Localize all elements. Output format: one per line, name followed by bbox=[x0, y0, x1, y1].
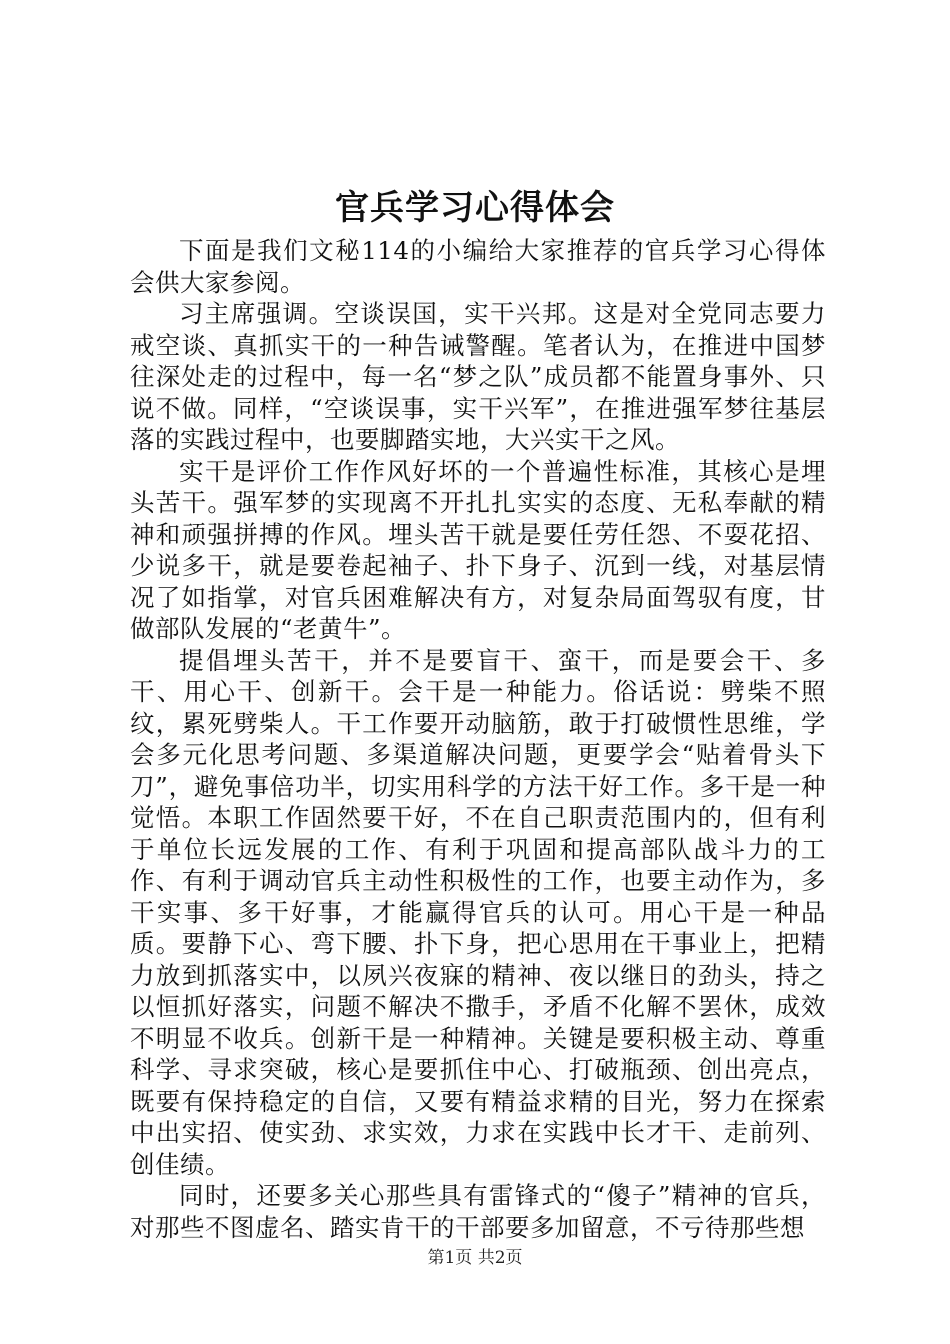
paragraph-hard-work: 实干是评价工作作风好坏的一个普遍性标准，其核心是埋头苦干。强军梦的实现离不开扎扎实实的态度、无私奉献的精神和顽强拼搏的作风。埋头苦干就是要任劳任怨、不耍花招、少说多干，就是要卷起袖子、扑下身子、沉到一线，对基层情况了如指掌，对官兵困难解决有方，对复杂局面驾驭有度，甘做部队发展的“老黄牛”。 bbox=[130, 456, 826, 643]
paragraph-smart-work: 提倡埋头苦干，并不是要盲干、蛮干，而是要会干、多干、用心干、创新干。会干是一种能力。俗话说：劈柴不照纹，累死劈柴人。干工作要开动脑筋，敢于打破惯性思维，学会多元化思考问题、多渠道解决问题，更要学会“贴着骨头下刀”，避免事倍功半，切实用科学的方法干好工作。多干是一种觉悟。本职工作固然要干好，不在自己职责范围内的，但有利于单位长远发展的工作、有利于巩固和提高部队战斗力的工作、有利于调动官兵主动性积极性的工作，也要主动作为，多干实事、多干好事，才能赢得官兵的认可。用心干是一种品质。要静下心、弯下腰、扑下身，把心思用在干事业上，把精力放到抓落实中，以夙兴夜寐的精神、夜以继日的劲头，持之以恒抓好落实，问题不解决不撒手，矛盾不化解不罢休，成效不明显不收兵。创新干是一种精神。关键是要积极主动、尊重科学、寻求突破，核心是要抓住中心、打破瓶颈、创出亮点，既要有保持稳定的自信，又要有精益求精的目光，努力在探索中出实招、使实劲、求实效，力求在实践中长才干、走前列、创佳绩。 bbox=[130, 645, 826, 1179]
page-number-footer: 第1页 共2页 bbox=[427, 1248, 523, 1268]
paragraph-empty-talk: 习主席强调。空谈误国，实干兴邦。这是对全党同志要力戒空谈、真抓实干的一种告诫警醒。笔者认为，在推进中国梦往深处走的过程中，每一名“梦之队”成员都不能置身事外、只说不做。同样，“空谈误事，实干兴军”，在推进强军梦往基层落的实践过程中，也要脚踏实地，大兴实干之风。 bbox=[130, 299, 826, 454]
document-body bbox=[130, 235, 826, 1243]
paragraph-care-for-soldiers: 同时，还要多关心那些具有雷锋式的“傻子”精神的官兵，对那些不图虚名、踏实肯干的干部要多加留意，不亏待那些想 bbox=[130, 1181, 826, 1242]
document-title: 官兵学习心得体会 bbox=[335, 188, 615, 228]
paragraph-intro: 下面是我们文秘114的小编给大家推荐的官兵学习心得体会供大家参阅。 bbox=[130, 236, 826, 297]
